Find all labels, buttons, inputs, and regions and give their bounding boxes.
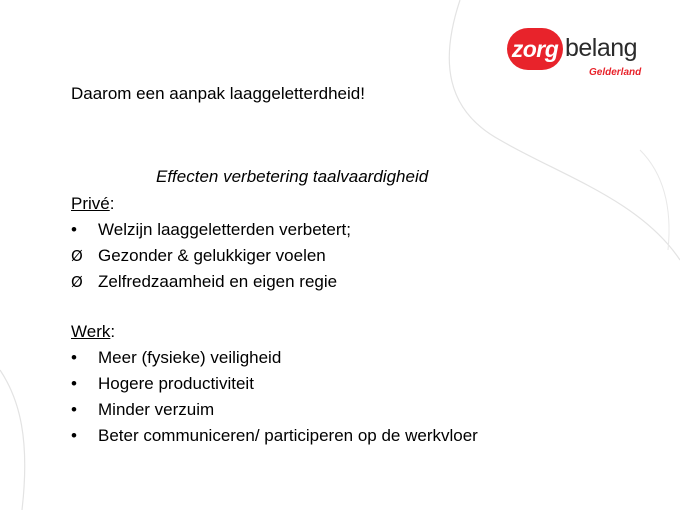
prive-section xyxy=(71,191,351,295)
section-heading: Effecten verbetering taalvaardigheid xyxy=(156,167,429,186)
werk-section xyxy=(71,319,478,449)
prive-list xyxy=(71,217,351,295)
list-item xyxy=(71,397,478,423)
werk-label xyxy=(71,319,478,345)
list-item xyxy=(71,371,478,397)
bullet-icon: • xyxy=(71,400,77,419)
arc-line-bottom-left xyxy=(0,370,25,510)
logo-wordmark: belang xyxy=(565,34,638,62)
arrow-bullet-icon: Ø xyxy=(71,247,83,265)
werk-label-text: Werk xyxy=(71,322,111,341)
prive-label xyxy=(71,191,351,217)
list-item-text: Hogere productiviteit xyxy=(98,374,254,393)
list-item-text: Gezonder & gelukkiger voelen xyxy=(98,246,326,265)
list-item-text: Welzijn laaggeletterden verbetert; xyxy=(98,220,351,239)
list-item xyxy=(71,217,351,243)
werk-label-colon: : xyxy=(110,322,116,341)
bullet-icon: • xyxy=(71,426,77,445)
bullet-icon: • xyxy=(71,348,77,367)
page-title: Daarom een aanpak laaggeletterdheid! xyxy=(71,84,365,103)
arc-line-right-inner xyxy=(640,150,669,250)
list-item-text: Meer (fysieke) veiligheid xyxy=(98,348,282,367)
list-item-text: Zelfredzaamheid en eigen regie xyxy=(98,272,338,291)
list-item-text: Beter communiceren/ participeren op de werkvloer xyxy=(98,426,478,445)
prive-label-text: Privé xyxy=(71,194,110,213)
list-item-text: Minder verzuim xyxy=(98,400,215,419)
list-item xyxy=(71,243,351,269)
werk-list xyxy=(71,345,478,449)
prive-label-colon: : xyxy=(109,194,115,213)
zorgbelang-logo xyxy=(507,28,657,84)
bullet-icon: • xyxy=(71,374,77,393)
logo-pill: zorg xyxy=(507,28,563,70)
list-item xyxy=(71,269,351,295)
list-item xyxy=(71,345,478,371)
list-item xyxy=(71,423,478,449)
arrow-bullet-icon: Ø xyxy=(71,273,83,291)
bullet-icon: • xyxy=(71,220,77,239)
logo-subtitle: Gelderland xyxy=(589,67,642,78)
